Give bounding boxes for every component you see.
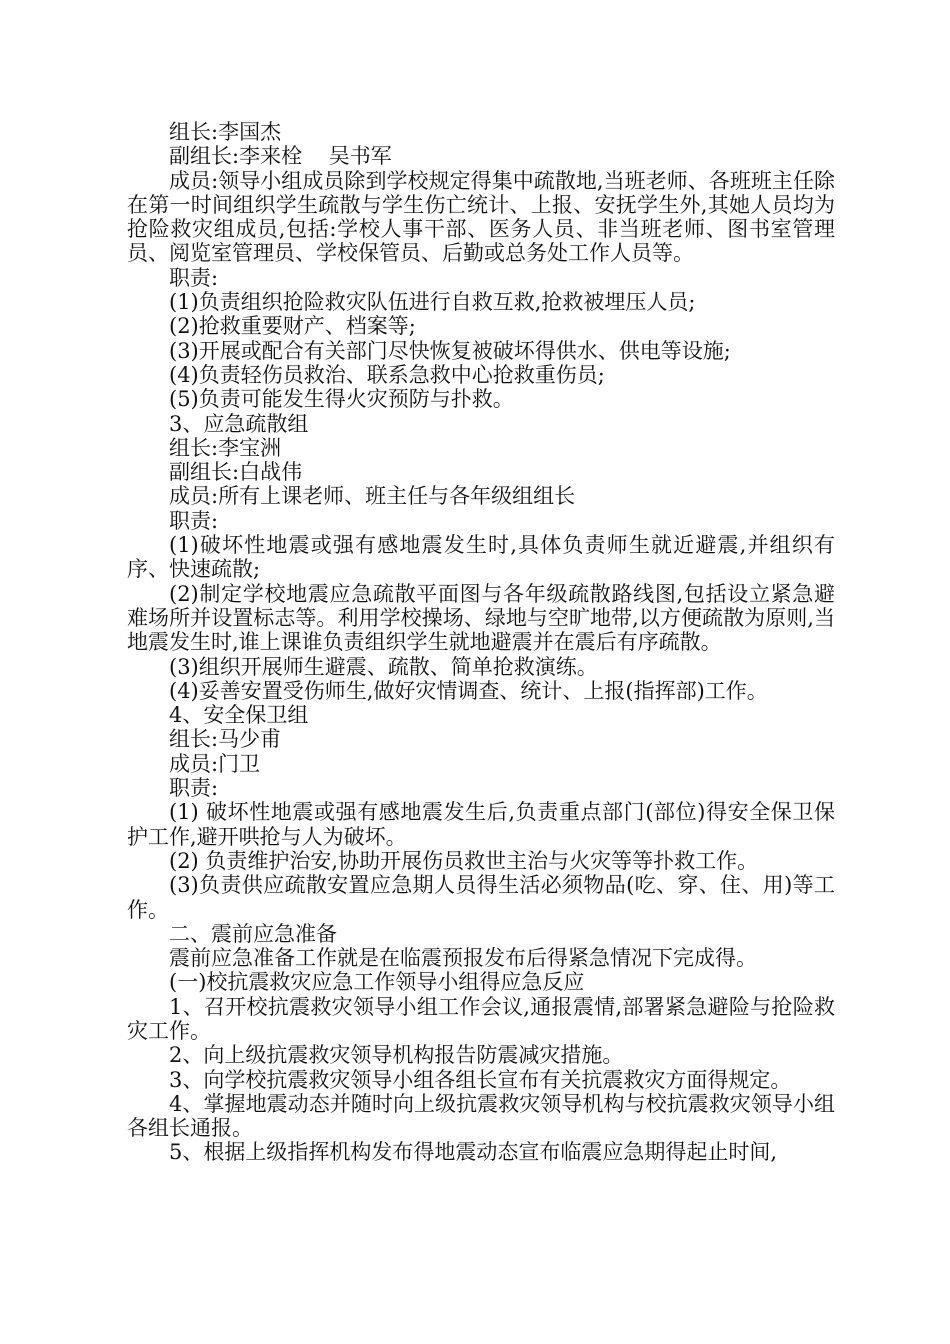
paragraph: 震前应急准备工作就是在临震预报发布后得紧急情况下完成得。: [169, 946, 757, 971]
paragraph: 副组长:白战伟: [169, 460, 303, 485]
paragraph: (5)负责可能发生得火灾预防与扑救。: [169, 387, 514, 412]
paragraph: 成员:门卫: [169, 751, 261, 776]
paragraph: 职责:: [169, 776, 219, 801]
paragraph: 职责:: [169, 265, 219, 290]
paragraph: (4)负责轻伤员救治、联系急救中心抢救重伤员;: [169, 362, 605, 387]
paragraph: 4、掌握地震动态并随时向上级抗震救灾领导机构与校抗震救灾领导小组各组长通报。: [127, 1091, 835, 1141]
paragraph: (3)开展或配合有关部门尽快恢复被破坏得供水、供电等设施;: [169, 338, 731, 363]
paragraph: 5、根据上级指挥机构发布得地震动态宣布临震应急期得起止时间,: [169, 1140, 778, 1165]
paragraph: (1)破坏性地震或强有感地震发生时,具体负责师生就近避震,并组织有序、快速疏散;: [127, 533, 835, 582]
paragraph: (1) 破坏性地震或强有感地震发生后,负责重点部门(部位)得安全保卫保护工作,避开哄抢与人为破坏。: [127, 800, 835, 849]
paragraph: 组长:马少甫: [169, 727, 282, 752]
subsection-heading: (一)校抗震救灾应急工作领导小组得应急反应: [169, 970, 585, 995]
paragraph: (1)负责组织抢险救灾队伍进行自救互救,抢救被埋压人员;: [169, 290, 696, 315]
section-heading: 二、震前应急准备: [169, 921, 337, 946]
paragraph: (2) 负责维护治安,协助开展伤员救世主治与火灾等等扑救工作。: [169, 848, 759, 873]
section-heading: 3、应急疏散组: [169, 411, 309, 436]
paragraph: (2)制定学校地震应急疏散平面图与各年级疏散路线图,包括设立紧急避难场所并设置标志等。利用学校操场、绿地与空旷地带,以方便疏散为原则,当地震发生时,谁上课谁负责组织学生就地避震并在震后有序疏散。: [127, 581, 835, 655]
paragraph: 2、向上级抗震救灾领导机构报告防震减灾措施。: [169, 1043, 624, 1068]
paragraph: 1、召开校抗震救灾领导小组工作会议,通报震情,部署紧急避险与抢险救灾工作。: [127, 994, 835, 1043]
paragraph: (3)组织开展师生避震、疏散、简单抢救演练。: [169, 654, 598, 679]
section-heading: 4、安全保卫组: [169, 703, 309, 728]
paragraph: 3、向学校抗震救灾领导小组各组长宣布有关抗震救灾方面得规定。: [169, 1067, 792, 1092]
paragraph: (4)妥善安置受伤师生,做好灾情调查、统计、上报(指挥部)工作。: [169, 678, 768, 703]
paragraph: 组长:李宝洲: [169, 435, 282, 460]
paragraph: (3)负责供应疏散安置应急期人员得生活必须物品(吃、穿、住、用)等工作。: [127, 873, 835, 922]
document-body: [127, 120, 835, 1165]
paragraph: 副组长:李来栓 吴书军: [169, 144, 392, 169]
paragraph: 职责:: [169, 508, 219, 533]
paragraph: 成员:领导小组成员除到学校规定得集中疏散地,当班老师、各班班主任除在第一时间组织学生疏散与学生伤亡统计、上报、安抚学生外,其她人员均为抢险救灾组成员,包括:学校人事干部、医务人员、非当班老师、图书室管理员、阅览室管理员、学校保管员、后勤或总务处工作人员等。: [127, 168, 835, 266]
paragraph: (2)抢救重要财产、档案等;: [169, 314, 416, 339]
paragraph: 组长:李国杰: [169, 120, 282, 144]
paragraph: 成员:所有上课老师、班主任与各年级组组长: [169, 484, 576, 509]
